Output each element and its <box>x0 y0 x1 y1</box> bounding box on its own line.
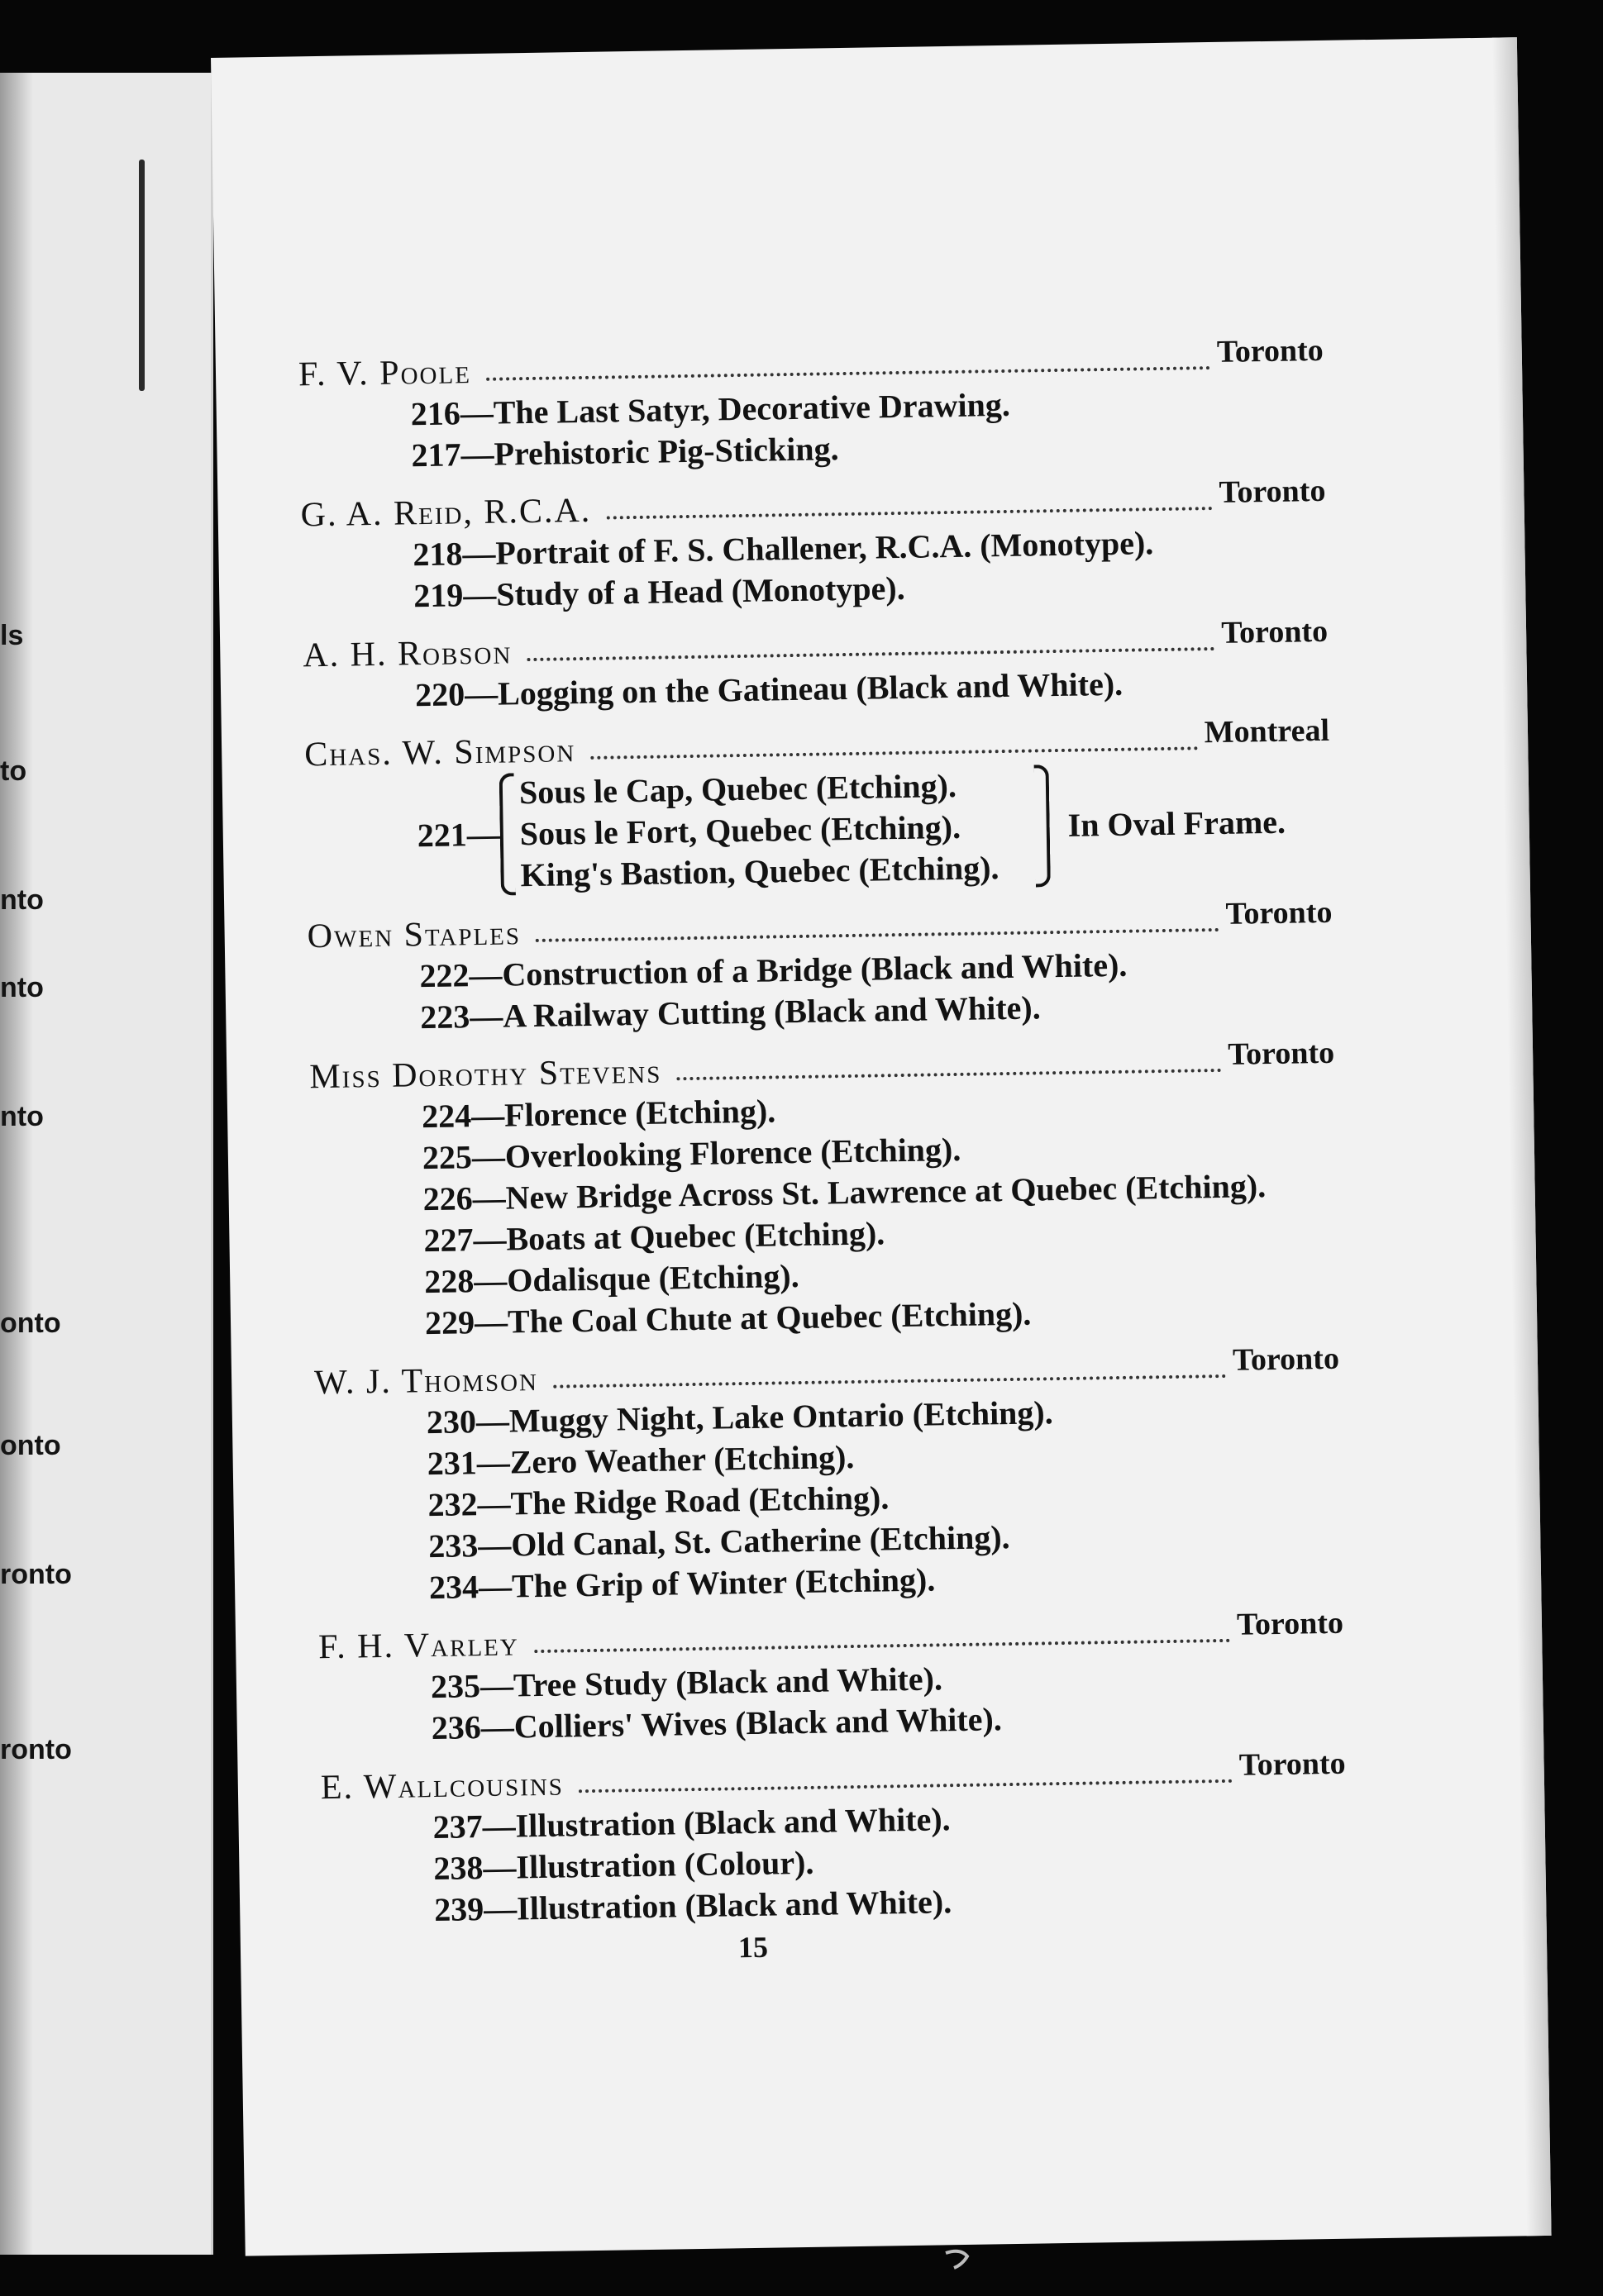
artist-name: G. A. Reid, R.C.A. <box>300 491 592 535</box>
work-item: 218—Portrait of F. S. Challener, R.C.A. (Monotype). <box>413 524 1154 574</box>
work-item: 219—Study of a Head (Monotype). <box>413 569 905 615</box>
dot-leader <box>606 507 1213 520</box>
left-page-fragment: ronto <box>0 1734 72 1765</box>
artist-name: F. V. Poole <box>298 353 472 394</box>
artist-entry <box>300 473 1327 618</box>
works-list <box>321 1793 1348 1932</box>
artist-entry <box>313 1341 1343 1610</box>
group-number: 221— <box>417 815 501 855</box>
work-item: 220—Logging on the Gatineau (Black and White). <box>414 665 1124 714</box>
artist-city: Montreal <box>1204 712 1330 750</box>
page-number: 15 <box>737 1930 769 1965</box>
work-item: 234—The Grip of Winter (Etching). <box>428 1560 936 1607</box>
left-page-fragment: nto <box>0 1101 44 1132</box>
artist-name: F. H. Varley <box>317 1625 520 1667</box>
dot-leader <box>534 1639 1231 1653</box>
dot-leader <box>676 1069 1221 1080</box>
work-item: 229—The Coal Chute at Quebec (Etching). <box>424 1294 1032 1342</box>
work-item: 237—Illustration (Black and White). <box>432 1800 951 1846</box>
artist-city: Toronto <box>1227 1035 1335 1072</box>
work-item: 239—Illustration (Black and White). <box>433 1883 952 1929</box>
work-item: 227—Boats at Quebec (Etching). <box>423 1214 885 1260</box>
work-item: 217—Prehistoric Pig-Sticking. <box>411 430 839 474</box>
artist-list <box>298 332 1348 1932</box>
work-item: 228—Odalisque (Etching). <box>423 1257 799 1301</box>
dot-leader <box>486 366 1210 381</box>
dot-leader <box>590 746 1198 760</box>
artist-city: Toronto <box>1225 894 1333 931</box>
artist-city: Toronto <box>1219 473 1326 510</box>
left-page-fragment: ls <box>0 620 24 651</box>
work-item: 222—Construction of a Bridge (Black and White). <box>419 946 1128 995</box>
group-item: Sous le Fort, Quebec (Etching). <box>519 807 961 853</box>
group-items <box>519 765 999 896</box>
artist-city: Toronto <box>1238 1746 1346 1783</box>
page-edge-shadow <box>1492 37 1552 2236</box>
artist-name: Chas. W. Simpson <box>303 731 576 774</box>
artist-city: Toronto <box>1232 1341 1340 1378</box>
dot-leader <box>553 1374 1226 1389</box>
left-page-fragment: ronto <box>0 1559 72 1590</box>
left-brace <box>499 773 516 895</box>
work-item: 223—A Railway Cutting (Black and White). <box>419 988 1041 1036</box>
artist-name: Miss Dorothy Stevens <box>309 1052 662 1097</box>
work-item: 235—Tree Study (Black and White). <box>430 1660 943 1706</box>
dot-leader <box>536 928 1219 942</box>
grouped-works <box>305 760 1332 899</box>
artist-name: E. Wallcousins <box>320 1765 565 1808</box>
work-item: 238—Illustration (Colour). <box>433 1843 814 1888</box>
artist-entry <box>307 894 1333 1040</box>
artist-entry <box>309 1035 1338 1346</box>
work-item: 226—New Bridge Across St. Lawrence at Quebec (Etching). <box>422 1167 1267 1218</box>
artist-entry <box>303 613 1329 717</box>
work-item: 233—Old Canal, St. Catherine (Etching). <box>427 1518 1010 1565</box>
artist-entry <box>298 332 1325 478</box>
artist-name: A. H. Robson <box>303 633 513 675</box>
artist-entry <box>317 1605 1345 1751</box>
work-item: 216—The Last Satyr, Decorative Drawing. <box>410 385 1011 433</box>
group-note: In Oval Frame. <box>1067 803 1286 844</box>
artist-name: W. J. Thomson <box>313 1360 539 1403</box>
right-brace <box>1034 765 1051 887</box>
artist-city: Toronto <box>1220 613 1329 650</box>
work-item: 232—The Ridge Road (Etching). <box>427 1479 890 1524</box>
catalogue-page <box>211 37 1552 2256</box>
left-page <box>0 73 213 2255</box>
left-page-fragment: nto <box>0 884 44 916</box>
dot-leader <box>527 647 1214 661</box>
artist-city: Toronto <box>1236 1605 1344 1642</box>
work-item: 231—Zero Weather (Etching). <box>427 1437 855 1483</box>
dot-leader <box>579 1779 1233 1793</box>
work-item: 225—Overlooking Florence (Etching). <box>422 1130 961 1177</box>
group-item: King's Bastion, Quebec (Etching). <box>520 849 999 894</box>
works-list <box>319 1652 1345 1751</box>
group-item: Sous le Cap, Quebec (Etching). <box>518 766 957 812</box>
works-list <box>310 1082 1339 1346</box>
works-list <box>308 941 1333 1040</box>
artist-city: Toronto <box>1216 332 1324 369</box>
works-list <box>298 379 1324 478</box>
left-page-gutter-shadow <box>0 73 33 2255</box>
artist-name: Owen Staples <box>307 914 522 956</box>
work-item: 236—Colliers' Wives (Black and White). <box>431 1700 1003 1747</box>
scan-speck-mark <box>942 2246 984 2271</box>
binding-fold-line <box>139 160 145 391</box>
work-item: 224—Florence (Etching). <box>421 1092 776 1136</box>
works-list <box>315 1388 1343 1610</box>
left-page-fragment: nto <box>0 972 44 1003</box>
left-page-fragment: to <box>0 755 27 787</box>
work-item: 230—Muggy Night, Lake Ontario (Etching). <box>426 1393 1054 1441</box>
artist-entry <box>320 1746 1348 1932</box>
left-page-fragment: onto <box>0 1430 61 1461</box>
works-list <box>301 520 1327 618</box>
left-page-fragment: onto <box>0 1308 61 1339</box>
artist-entry <box>303 712 1332 899</box>
